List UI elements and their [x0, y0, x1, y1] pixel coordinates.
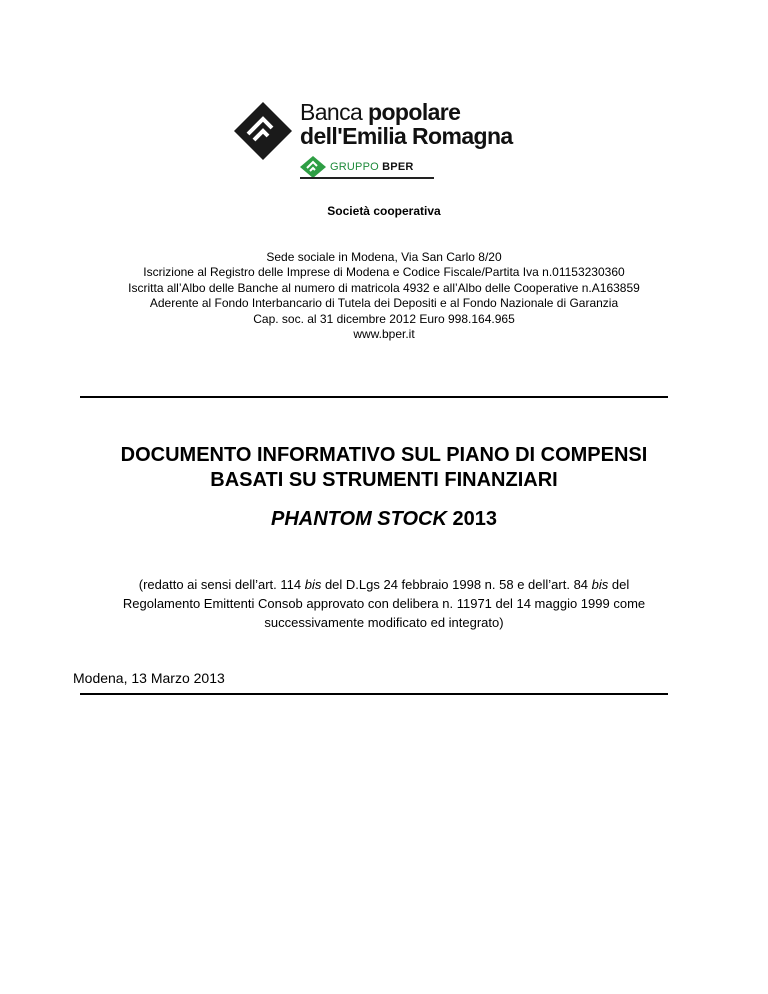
group-underline: [300, 177, 434, 179]
divider-top: [80, 396, 668, 398]
group-label-bold: BPER: [382, 161, 414, 173]
address-line: Iscritta all’Albo delle Banche al numero di matricola 4932 e all’Albo delle Cooperative n.A163859: [128, 280, 640, 295]
note-text: (redatto ai sensi dell’art. 114: [138, 577, 305, 592]
address-line: Iscrizione al Registro delle Imprese di Modena e Codice Fiscale/Partita Iva n.01153230360: [143, 265, 625, 280]
document-subtitle: [0, 508, 768, 531]
bank-logo-mark-icon: [232, 100, 294, 162]
note-text: del: [608, 577, 630, 592]
group-badge: [300, 156, 434, 178]
legal-note-line: [0, 575, 768, 594]
address-line: Aderente al Fondo Interbancario di Tutela dei Depositi e al Fondo Nazionale di Garanzia: [149, 296, 619, 311]
document-title-line: BASATI SU STRUMENTI FINANZIARI: [210, 469, 558, 491]
website-text: www.bper.it: [353, 327, 415, 342]
bank-name: [300, 100, 513, 148]
bank-name-line2: dell'Emilia Romagna: [300, 123, 513, 149]
address-line: Sede sociale in Modena, Via San Carlo 8/20: [266, 250, 502, 264]
bank-name-bold: popolare: [368, 99, 461, 125]
bank-logo: [232, 100, 552, 182]
bank-name-light: Banca: [300, 99, 369, 125]
group-label: [330, 161, 414, 173]
legal-note-line: Regolamento Emittenti Consob approvato con delibera n. 11971 del 14 maggio 1999 come: [122, 596, 646, 611]
company-details: [0, 250, 768, 342]
note-italic: bis: [591, 577, 609, 592]
place-date: Modena, 13 Marzo 2013: [73, 670, 225, 686]
subtitle-plan-name: PHANTOM STOCK: [271, 508, 447, 530]
note-italic: bis: [304, 577, 322, 592]
document-title: [0, 443, 768, 493]
group-logo-mark-icon: [300, 156, 326, 178]
document-title-line: DOCUMENTO INFORMATIVO SUL PIANO DI COMPENSI: [120, 444, 648, 466]
address-line: Cap. soc. al 31 dicembre 2012 Euro 998.164.965: [253, 311, 515, 326]
group-label-light: GRUPPO: [330, 161, 383, 173]
legal-note: [0, 575, 768, 632]
company-type: Società cooperativa: [327, 204, 441, 218]
subtitle-year: 2013: [446, 508, 497, 530]
divider-bottom: [80, 693, 668, 695]
legal-note-line: successivamente modificato ed integrato): [264, 615, 504, 630]
bank-name-line1: [300, 100, 513, 124]
note-text: del D.Lgs 24 febbraio 1998 n. 58 e dell’art. 84: [321, 577, 592, 592]
